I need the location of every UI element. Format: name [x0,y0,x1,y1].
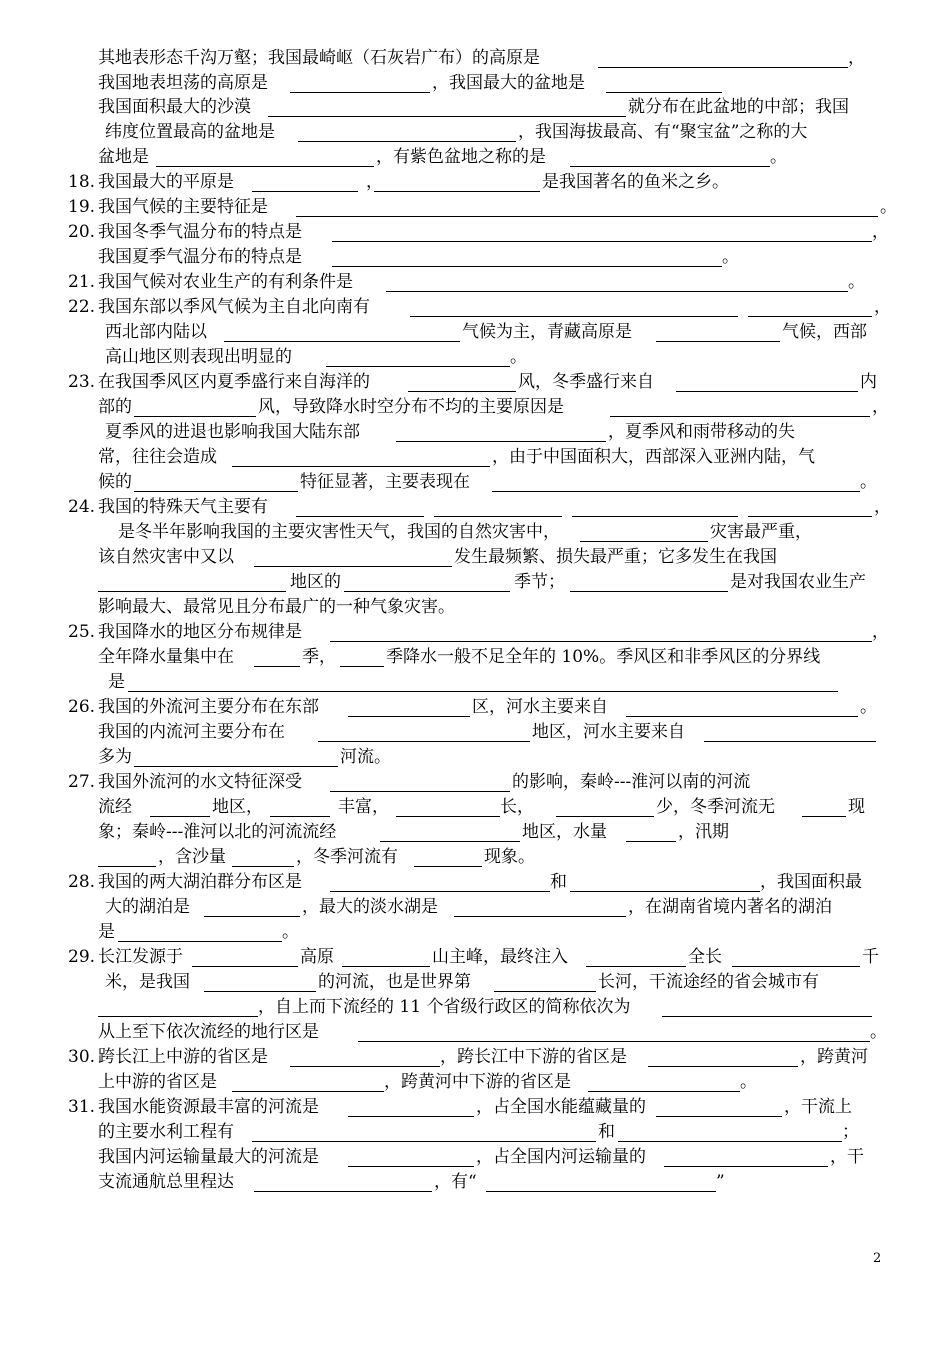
answer-blank[interactable] [748,316,872,317]
question-text: ， [872,397,889,417]
answer-blank[interactable] [648,1066,798,1067]
question-text: ，冬季河流有 [296,847,398,867]
question-number: 22. [68,297,96,317]
question-number: 20. [68,222,96,242]
answer-blank[interactable] [330,641,872,642]
answer-blank[interactable] [732,966,860,967]
answer-blank[interactable] [662,1016,872,1017]
answer-blank[interactable] [588,1091,740,1092]
answer-blank[interactable] [676,391,858,392]
question-text: 地区， [212,797,263,817]
answer-blank[interactable] [610,416,870,417]
answer-blank[interactable] [618,1141,842,1142]
answer-blank[interactable] [254,1191,432,1192]
question-text: 我国的外流河主要分布在东部 [98,697,319,717]
question-text: 丰富， [338,797,389,817]
question-text: 是冬半年影响我国的主要灾害性天气，我国的自然灾害中， [118,522,560,542]
question-text: 少，冬季河流无 [656,797,775,817]
question-text: 季降水一般不足全年的 10%。季风区和非季风区的分界线 [386,647,821,667]
answer-blank[interactable] [344,591,510,592]
answer-blank[interactable] [380,841,520,842]
question-text: 。 [848,272,865,292]
question-text: 。 [740,1072,757,1092]
question-text: ，占全国内河运输量的 [476,1147,646,1167]
question-text: 流经 [98,797,132,817]
question-text: 季， [302,647,336,667]
answer-blank[interactable] [580,541,708,542]
question-text: 地区，水量 [522,822,607,842]
question-text: 我国水能资源最丰富的河流是 [98,1097,319,1117]
answer-blank[interactable] [704,741,876,742]
question-text: ， [872,622,889,642]
question-text: 从上至下依次流经的地行区是 [98,1022,319,1042]
question-text: 千 [862,947,879,967]
answer-blank[interactable] [348,1166,474,1167]
question-text: ，占全国水能蕴藏量的 [476,1097,646,1117]
answer-blank[interactable] [348,716,470,717]
answer-blank[interactable] [332,266,722,267]
answer-blank[interactable] [290,1066,440,1067]
answer-blank[interactable] [254,666,300,667]
question-text: 我国东部以季风气候为主自北向南有 [98,297,370,317]
answer-blank[interactable] [232,1091,384,1092]
question-text: ， [848,48,865,68]
answer-blank[interactable] [664,1166,828,1167]
question-text: 。 [860,697,877,717]
answer-blank[interactable] [232,466,490,467]
question-text: ，自上而下流经的 11 个省级行政区的简称依次为 [258,997,631,1017]
question-text: ，由于中国面积大，西部深入亚洲内陆，气 [492,447,815,467]
question-number: 28. [68,872,96,892]
answer-blank[interactable] [626,716,858,717]
answer-blank[interactable] [494,991,596,992]
answer-blank[interactable] [414,866,482,867]
question-text: 和 [598,1122,615,1142]
question-text: ，跨黄河 [800,1047,868,1067]
answer-blank[interactable] [156,166,374,167]
question-text: ，有紫色盆地之称的是 [376,147,546,167]
answer-blank[interactable] [252,1141,596,1142]
question-text: 大的湖泊是 [105,897,190,917]
answer-blank[interactable] [348,1116,474,1117]
answer-blank[interactable] [298,141,516,142]
question-text: ，干流上 [784,1097,852,1117]
question-text: 我国面积最大的沙漠 [98,97,251,117]
answer-blank[interactable] [134,766,338,767]
answer-blank[interactable] [204,916,300,917]
answer-blank[interactable] [98,591,286,592]
question-text: ，我国面积最 [760,872,862,892]
answer-blank[interactable] [586,966,686,967]
question-number: 29. [68,947,96,967]
question-text: 我国气候对农业生产的有利条件是 [98,272,353,292]
answer-blank[interactable] [232,866,294,867]
answer-blank[interactable] [134,416,256,417]
answer-blank[interactable] [408,391,516,392]
question-text: 。 [880,197,897,217]
question-text: 在我国季风区内夏季盛行来自海洋的 [98,372,370,392]
question-text: 长， [500,797,534,817]
answer-blank[interactable] [326,366,510,367]
answer-blank[interactable] [556,816,654,817]
answer-blank[interactable] [598,67,848,68]
answer-blank[interactable] [342,966,430,967]
question-number: 27. [68,772,96,792]
question-text: 现 [848,797,865,817]
question-text: ， [874,497,891,517]
question-text: 长河，干流途经的省会城市有 [598,972,819,992]
question-text: 支流通航总里程达 [98,1172,234,1192]
question-text: 。 [770,147,787,167]
question-text: 其地表形态千沟万壑；我国最崎岖（石灰岩广布）的高原是 [98,48,540,68]
question-text: 风，导致降水时空分布不均的主要原因是 [258,397,564,417]
question-text: 我国夏季气温分布的特点是 [98,247,302,267]
question-text: ，我国海拔最高、有“聚宝盆”之称的大 [518,122,808,142]
question-text: 。 [282,922,299,942]
question-text: 全长 [688,947,722,967]
question-text: 地区的 [290,572,341,592]
question-text: 地区，河水主要来自 [532,722,685,742]
question-text: 山主峰，最终注入 [432,947,568,967]
answer-blank[interactable] [656,341,780,342]
question-text: ， [872,222,889,242]
question-text: 全年降水量集中在 [98,647,234,667]
question-text: 现象。 [484,847,535,867]
question-text: 我国降水的地区分布规律是 [98,622,302,642]
question-text: 区，河水主要来自 [472,697,608,717]
question-text: 盆地是 [98,147,149,167]
answer-blank[interactable] [332,241,872,242]
question-text: 气候，西部 [782,322,867,342]
question-text: 是对我国农业生产 [730,572,866,592]
question-text: 是我国著名的鱼米之乡。 [542,172,729,192]
answer-blank[interactable] [606,92,722,93]
question-number: 23. [68,372,96,392]
question-text: ， [366,172,383,192]
question-text: 气候为主，青藏高原是 [462,322,632,342]
question-text: 季节； [514,572,565,592]
question-text: 高山地区则表现出明显的 [105,347,292,367]
question-text: 跨长江上中游的省区是 [98,1047,268,1067]
question-text: 发生最频繁、损失最严重；它多发生在我国 [454,547,777,567]
question-text: ，有“ [434,1172,477,1192]
question-text: 上中游的省区是 [98,1072,217,1092]
answer-blank[interactable] [98,1016,258,1017]
answer-blank[interactable] [358,1041,870,1042]
answer-blank[interactable] [570,891,760,892]
question-text: ， [874,297,891,317]
answer-blank[interactable] [330,791,510,792]
answer-blank[interactable] [486,1191,716,1192]
question-text: ，我国最大的盆地是 [432,73,585,93]
answer-blank[interactable] [318,741,530,742]
question-number: 25. [68,622,96,642]
question-text: 我国冬季气温分布的特点是 [98,222,302,242]
question-text: 高原 [300,947,334,967]
answer-blank[interactable] [252,191,358,192]
question-number: 30. [68,1047,96,1067]
answer-blank[interactable] [802,816,846,817]
answer-blank[interactable] [410,316,738,317]
answer-blank[interactable] [290,92,430,93]
page-number: 2 [873,1251,882,1266]
question-number: 31. [68,1097,96,1117]
question-text: 内 [860,372,877,392]
answer-blank[interactable] [118,941,282,942]
question-text: 和 [550,872,567,892]
answer-blank[interactable] [570,591,728,592]
question-text: 夏季风的进退也影响我国大陆东部 [105,422,360,442]
answer-blank[interactable] [192,966,298,967]
question-number: 26. [68,697,96,717]
question-text: 我国的两大湖泊群分布区是 [98,872,302,892]
question-text: 我国的特殊天气主要有 [98,497,268,517]
answer-blank[interactable] [270,816,330,817]
answer-blank[interactable] [268,116,626,117]
answer-blank[interactable] [656,1116,782,1117]
answer-blank[interactable] [626,841,676,842]
question-text: 。 [722,247,739,267]
answer-blank[interactable] [570,166,770,167]
answer-blank[interactable] [492,491,860,492]
question-text: 就分布在此盆地的中部；我国 [628,97,849,117]
question-text: 我国最大的平原是 [98,172,234,192]
answer-blank[interactable] [150,816,210,817]
question-text: 影响最大、最常见且分布最广的一种气象灾害。 [98,597,455,617]
answer-blank[interactable] [386,291,848,292]
question-text: 候的 [98,472,132,492]
question-number: 21. [68,272,96,292]
question-number: 18. [68,172,96,192]
question-text: 的河流，也是世界第 [318,972,471,992]
answer-blank[interactable] [330,891,550,892]
question-text: 我国内河运输量最大的河流是 [98,1147,319,1167]
question-text: 我国的内流河主要分布在 [98,722,285,742]
question-text: 的主要水利工程有 [98,1122,234,1142]
question-text: ，最大的淡水湖是 [302,897,438,917]
question-text: 我国外流河的水文特征深受 [98,772,302,792]
question-text: 特征显著，主要表现在 [300,472,470,492]
answer-blank[interactable] [224,341,460,342]
answer-blank[interactable] [396,816,500,817]
question-text: 我国地表坦荡的高原是 [98,73,268,93]
answer-blank[interactable] [748,516,872,517]
question-text: ，在湖南省境内著名的湖泊 [628,897,832,917]
answer-blank[interactable] [340,666,384,667]
question-text: 纬度位置最高的盆地是 [105,122,275,142]
question-text: ，干 [830,1147,864,1167]
question-text: 部的 [98,397,132,417]
answer-blank[interactable] [572,516,738,517]
question-text: 多为 [98,747,132,767]
answer-blank[interactable] [254,566,452,567]
question-text: 。 [860,472,877,492]
question-text: 是 [98,922,115,942]
question-text: 风，冬季盛行来自 [518,372,654,392]
question-text: 是 [108,672,125,692]
question-text: 。 [510,347,527,367]
question-text: 河流。 [340,747,391,767]
question-text: ，含沙量 [158,847,226,867]
question-number: 19. [68,197,96,217]
question-text: 。 [870,1022,887,1042]
question-text: ” [716,1172,725,1192]
answer-blank[interactable] [396,441,606,442]
question-text: 常，往往会造成 [98,447,217,467]
question-text: 西北部内陆以 [105,322,207,342]
answer-blank[interactable] [296,216,878,217]
question-number: 24. [68,497,96,517]
answer-blank[interactable] [128,691,838,692]
question-text: ，跨黄河中下游的省区是 [384,1072,571,1092]
question-text: 灾害最严重， [710,522,812,542]
answer-blank[interactable] [296,516,424,517]
question-text: ； [842,1122,859,1142]
answer-blank[interactable] [134,491,298,492]
question-text: 长江发源于 [98,947,183,967]
question-text: ，夏季风和雨带移动的失 [608,422,795,442]
answer-blank[interactable] [98,866,156,867]
question-text: 象；秦岭---淮河以北的河流流经 [98,822,337,842]
answer-blank[interactable] [454,916,626,917]
question-text: 的影响，秦岭---淮河以南的河流 [512,772,751,792]
question-text: ，跨长江中下游的省区是 [440,1047,627,1067]
answer-blank[interactable] [434,516,562,517]
question-text: ，汛期 [678,822,729,842]
question-text: 米，是我国 [105,972,190,992]
answer-blank[interactable] [374,191,540,192]
question-text: 该自然灾害中又以 [98,547,234,567]
answer-blank[interactable] [204,991,316,992]
question-text: 我国气候的主要特征是 [98,197,268,217]
